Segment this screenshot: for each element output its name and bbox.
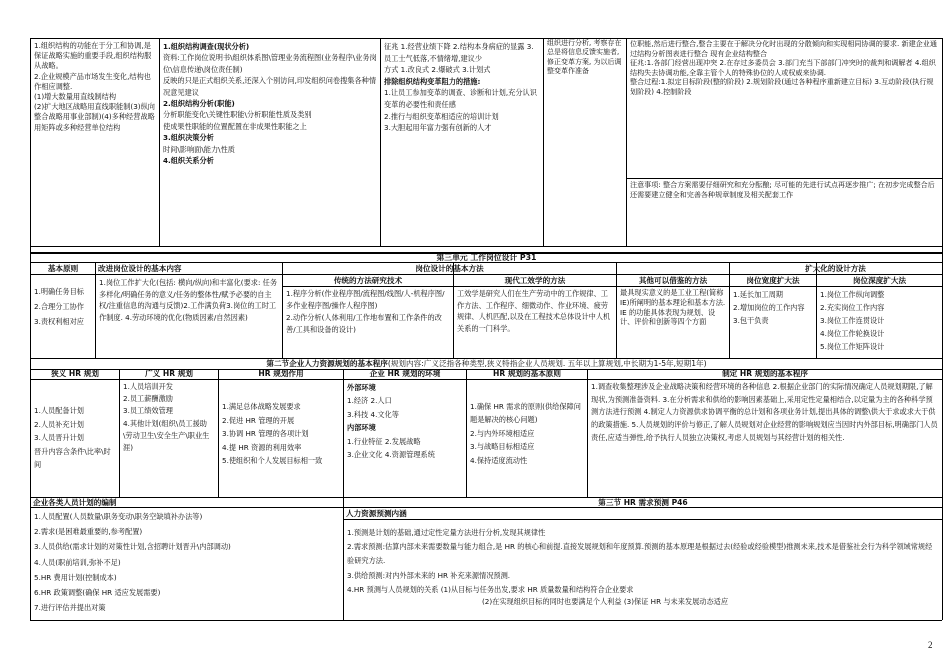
structure-analysis-cell [160,40,380,246]
text-line: 1.程序分析(作业程序图/流程图/线图/人-机程序图/多作业程序图/操作人程序图) [286,289,445,310]
text-line: 组织进行分析, 考察存在总是将信息反馈实施者, 修正变革方案, 为以后调整变革作准备 [547,39,622,76]
text-line: 3.人员供给(需求计划的对策性计划,含招聘计划晋升\内部调动) [34,542,231,552]
text-line: 1.调查收集整理涉及企业战略决策和经营环境的各种信息 2.根据企业部门的实际情况确定人员规划期限,了解现状,为预测准备资料. 3.在分析需求和供给的影响因素基础上,采用定性定量相结合,以定量为主的各种科学预测方法进行预测 4.制定人力资源供求协调平衡的总计划和各项业务计划,提出具体的调整\供大于求或求大于供的政策措施. 5.人员规划的评价与修正,了解人员规划对企业经营的影响规划应当因时内外部目标,明确部门人员责任,应适当弹性,给予执行人员独立决策权,考虑人员规划与其经营计划的相关性. [591,382,938,442]
text-line: 4.HR 预测与人员规划的关系 (1)从目标与任务出发,要求 HR 质量数量和结构符合企业要求 [347,584,634,594]
text-line: 征兆:1.各部门经营出现冲突 2.在存过多委员会 3.部门充当下部部门冲突时的裁判和调解者 4.组织结构失去协调功能,全靠主管个人的特殊协位的人或权威来协调. [630,58,936,77]
procedure-header: 制定 HR 规划的基本程序 [722,369,808,378]
text-line: 2.与内外环境相适应 [470,428,535,438]
text-line: 整合过程:1.拟定目标阶段(整的阶段) 2.规划阶段(通过各种程序重新建立目标) 3.互动阶段(执行规划阶段) 4.控制阶段 [630,77,934,96]
text-line: 反映的只是正式组织关系,还深入个别访问,印发组织问卷搜集各种情况意见建议 [163,76,377,97]
broad-cell [120,380,218,497]
text-line: 4.提 HR 资源的利用效率 [222,442,302,452]
text-line: 位职能,然后进行整合,整合主要在于解决分化时出现的分散倾向和实现相同协调的要求. 新建企业通过结构分析图表进行整合 现有企业结构整合 [630,39,937,58]
text-line: (2)在实现组织目标的同时也要满足个人利益 (3)保证 HR 与未来发展动态适应 [482,597,729,607]
text-line: 4.岗位工作轮换设计 [820,329,885,338]
text-line: 5.使组织和个人发展目标相一致 [222,456,323,465]
text-line: 2.员工薪酬激励 [123,394,173,404]
unit3-title: 第三单元 工作岗位设计 P31 [436,253,537,262]
text-line: 分析职能变化\关键性职能\分析职能性质及类别 [163,110,312,120]
methods-header: 岗位设计的基本方法 [415,264,484,273]
text-line: 3.人员晋升计划 [34,433,84,442]
basic-principle-cell [31,276,95,358]
text-line: 晋升内容含条件\比率\时间 [34,446,111,469]
env-header: 企业 HR 规划的环境 [369,369,441,378]
text-line: 注意事项: 整合方案需要仔细研究和充分酝酿; 尽可能的先进行试点再逐步推广; 在初步完成整合后还需要建立健全和完善各种规章制度及相关配套工作 [630,180,935,199]
expand-header: 扩大化的设计方法 [805,264,866,273]
text-line: 1.人员培训开发 [123,382,173,391]
text-line: 4.人员(职前培训,弥补不足) [34,557,121,567]
broad-header: 广义 HR 规划 [145,369,193,378]
depth-header: 岗位深度扩大法 [852,276,907,285]
text-line: 1.行业特征 2.发展战略 [347,436,421,446]
text-line: 3.大胆起用年富力强有创新的人才 [384,123,492,133]
text-line: 2.增加岗位的工作内容 [733,303,805,312]
text-line: 5.岗位工作矩阵设计 [820,342,885,351]
text-line: 1.让员工参加变革的调查、诊断和计划,充分认识变革的必要性和责任感 [384,88,537,109]
text-line: 最具现实意义的是工业工程(简称IE)所阐明的基本理论和基本方法. IE 的功能具体表现为规划、设计、评价和创新等四个方面 [620,288,726,327]
text-line: 排除组织结构变革阻力的措施: [384,76,481,86]
other-cell [617,287,729,358]
text-line: (2)扩大地区战略用直线职能制(3)纵向整合战略用事业部制)(4)多种经营战略用矩阵或多种经营单位结构 [34,102,155,132]
principle-header: HR 规划的基本原则 [492,369,561,378]
text-line: 1.明确任务目标 [34,287,84,296]
text-line: 2.组织结构分析(职能) [163,99,235,109]
text-line: 1.满足总体战略发展要求 [222,402,301,411]
text-line: 2.充实岗位工作内容 [820,303,885,312]
text-line: 2.需求预测:估算内部未来需要数量与能力组合,是 HR 的核心和前提.直接发展规划和年度预算.预测的基本原理是根据过去(经验或经验模型)推测未来,技术是借鉴社会行为科学领域常规经验研究方法. [347,542,933,566]
sec3-title: 第三节 HR 需求预测 P46 [598,498,688,507]
text-line: 3.岗位工作连贯设计 [820,316,885,325]
integration-cell [627,38,942,178]
text-line: 1.预测是计划的基础,通过定性定量方法进行分析,发现其规律性 [347,528,546,537]
basic-principle-header: 基本原则 [47,264,79,273]
text-line: 4.组织关系分析 [163,156,214,166]
text-line: 3.包干负责 [733,316,769,325]
improve-cell [96,276,282,358]
text-line: 方式 1.改良式 2.爆破式 3.计划式 [384,65,491,75]
text-line: 工效学是研究人们在生产劳动中的工作规律、工作方法、工作程序、细微动作、作业环境、疲劳规律、人机匹配,以及在工程技术总体设计中人机关系的一门科学。 [457,289,611,333]
text-line: 3.组织决策分析 [163,133,214,143]
compile-header: 企业各类人员计划的编制 [33,498,117,507]
text-line: 2.推行与组织变革相适应的培训计划 [384,111,499,121]
text-line: 内部环境 [347,423,376,433]
page-number: 2 [928,640,933,650]
depth-cell [817,287,942,358]
text-line: 1.经济 2.人口 [347,396,392,406]
text-line: 2.需求(是困难最重要的,参考配置) [34,527,143,537]
text-line: 3.供给预测:对内外部未来的 HR 补充来源情况预测. [347,570,511,580]
traditional-header: 传统的方法研究技术 [333,276,403,285]
integration-notes-cell [627,179,942,246]
text-line: 3.与战略目标相适应 [470,442,535,452]
env-cell [344,380,466,497]
text-line: 3.科技 4.文化等 [347,409,399,419]
feedback-cell [544,38,626,158]
text-line: 6.HR 政策调整(确保 HR 适应发展需要) [34,588,161,598]
narrow-header: 狭义 HR 规划 [51,369,99,378]
role-header: HR 规划作用 [258,369,304,378]
text-line: 2.促进 HR 管理的开展 [222,415,295,425]
principle-cell [467,380,587,497]
text-line: 2.企业规模产品市场发生变化,结构也作相应调整. [34,71,151,91]
text-line: (1)增大数量用直线制结构 [34,92,117,102]
text-line: 1.人员配备计划 [34,406,84,415]
text-line: 2.合理分工协作 [34,302,84,311]
text-line: 4.其他计划(组织\员工援助\劳动卫生\安全生产\职业生涯) [123,418,210,453]
forecast-header: 人力资源预测内涵 [346,509,407,518]
text-line: 1.组织结构调查(现状分析) [163,42,250,51]
text-line: 资料:工作岗位说明书\组织体系图\管理业务流程图(业务程序\业务岗位\信息传递\岗位责任制) [163,53,377,74]
role-cell [219,380,343,497]
text-line: 3.责权利相对应 [34,317,84,326]
width-cell [730,287,816,358]
text-line: 3.员工绩效管理 [123,406,173,416]
text-line: 时间\影响面\能力\性质 [163,144,235,154]
sec2-title-note: (规划内容:广义泛指各种类型,狭义特指企业人员规划. 五年以上算规划,中长期为1-5年,短期1年) [387,359,707,368]
text-line: 3.协调 HR 管理的各项计划 [222,429,309,438]
width-header: 岗位宽度扩大法 [746,276,800,285]
text-line: 1.组织结构的功能在于分工和协调,是保证战略实施的重要手段,组织结构服从战略。 [34,41,152,71]
text-line: 1.延长加工周期 [733,290,783,299]
structure-change-cell [381,40,543,246]
text-line: 使成果性职能的位置配置在非成果性职能之上 [163,121,307,131]
text-line: 4.保持适度流动性 [470,455,528,465]
sec2-title-row [31,359,942,369]
modern-cell [454,287,616,358]
text-line: 1.人员配置(人员数量\职务变动\职务空缺填补办法等) [34,512,203,521]
text-line: 外部环境 [347,383,376,392]
sec2-title: 第二节企业人力资源规划的基本程序 [266,359,388,368]
traditional-cell [283,287,453,358]
text-line: 1.岗位工作扩大化(包括: 横向/纵向)和丰富化(要求: 任务多样化/明确任务的意义/任务的整体性/赋予必要的自主权/注重信息的沟通与反馈)2.工作满负荷3.岗位的工时工作制度. 4.劳动环境的优化(物质因素/自然因素) [99,278,278,322]
forecast-cell [344,520,942,620]
procedure-cell [588,380,942,497]
text-line: 2.人员补充计划 [34,419,84,429]
text-line: 3.企业文化 4.资源管理系统 [347,450,435,460]
text-line: 7.进行评估并提出对策 [34,603,106,613]
text-line: 1.确保 HR 需求的原则(供给保障问题是解决的核心问题) [470,402,581,425]
other-header: 其他可以借鉴的方法 [638,276,708,285]
structure-function-cell [31,40,159,246]
compile-cell [31,508,343,620]
narrow-cell [31,380,119,497]
improve-header: 改进岗位设计的基本内容 [98,264,182,273]
text-line: 征兆 1.经营业绩下降 2.结构本身病症的显露 3.员工士气低落,不情绪增,建议少 [384,42,534,63]
modern-header: 现代工效学的方法 [504,276,566,285]
text-line: 1.岗位工作纵向调整 [820,290,885,299]
text-line: 2.动作分析(人体利用/工作地布置和工作条件的改善/工具和设备的设计) [286,313,442,334]
text-line: 5.HR 费用计划(控制成本) [34,572,117,582]
